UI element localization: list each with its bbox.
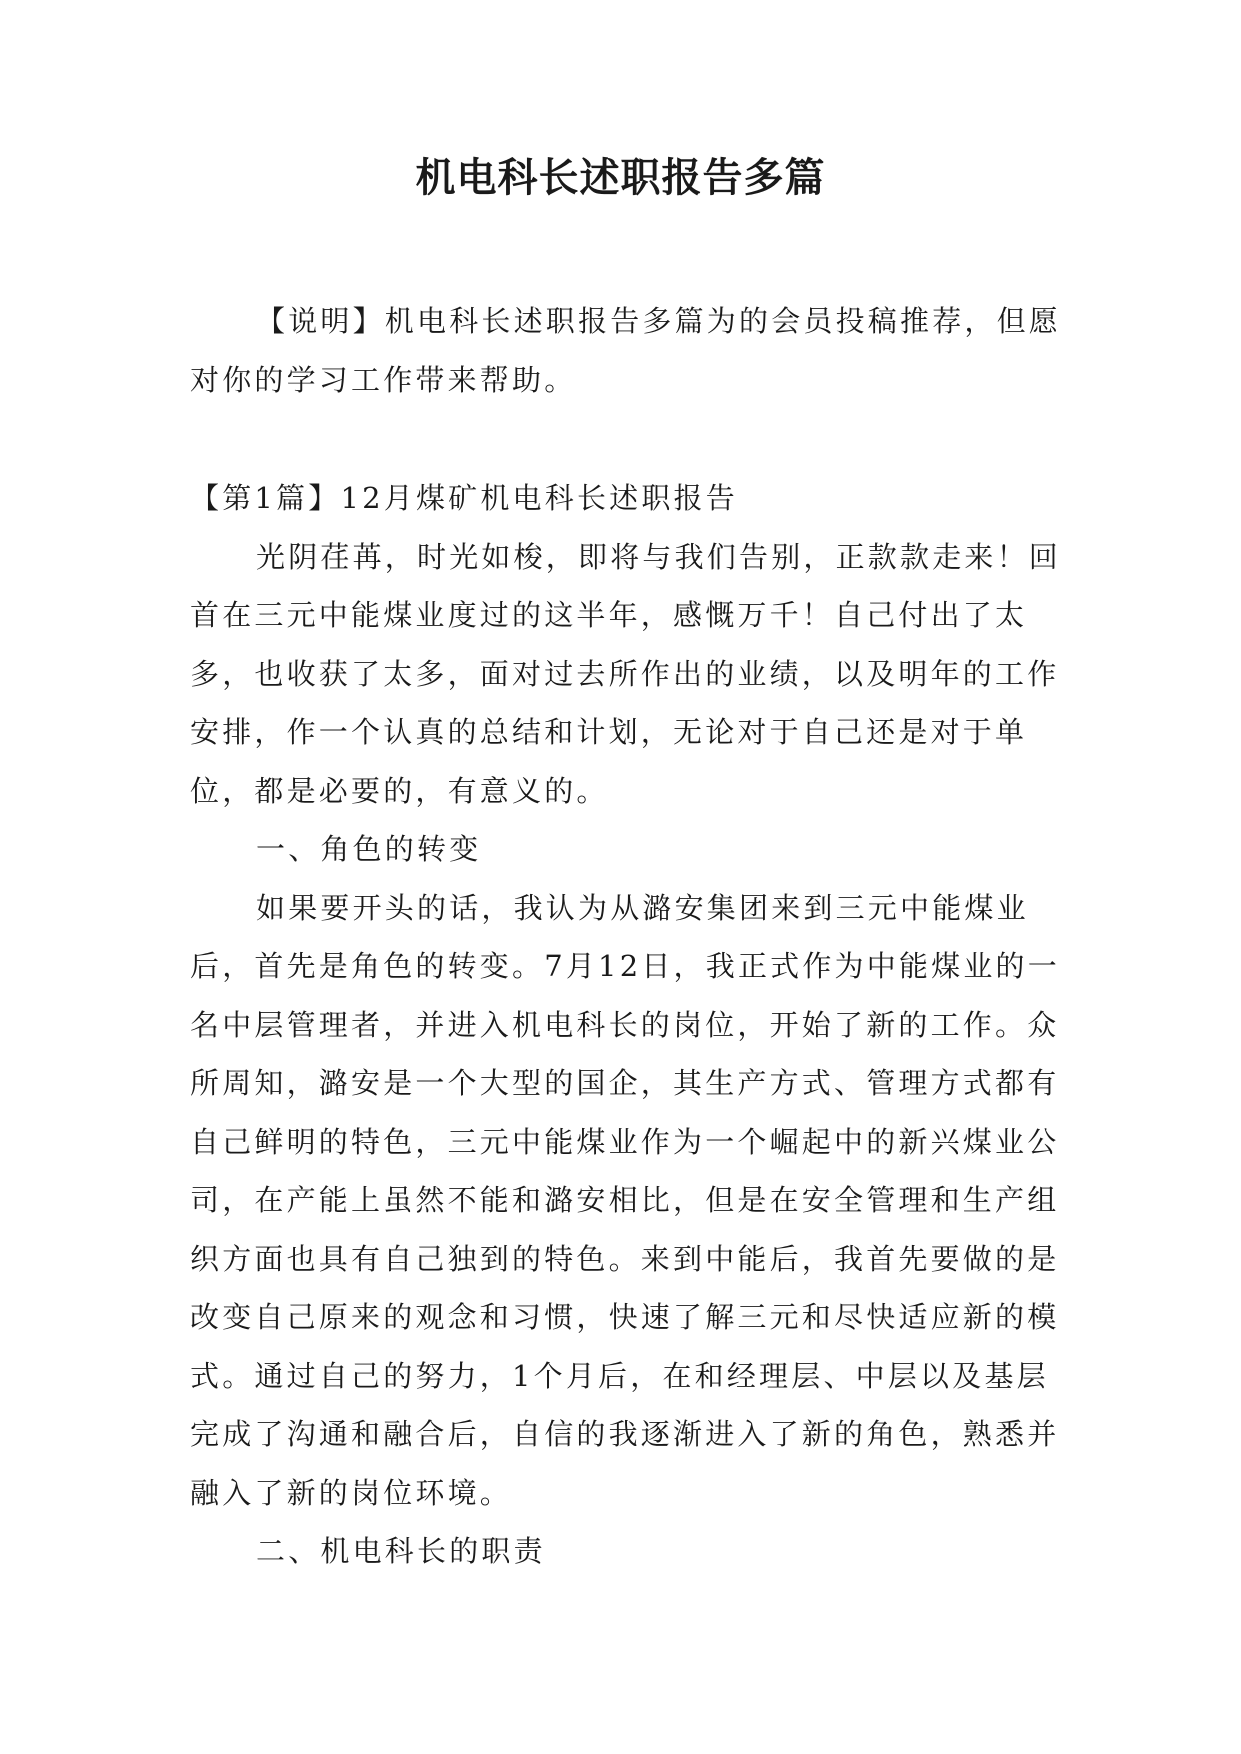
- section-heading-1: 一、角色的转变: [256, 832, 482, 866]
- chapter-heading: 【第1篇】12月煤矿机电科长述职报告: [190, 481, 738, 515]
- document-body: [190, 292, 1070, 1581]
- spacer: [190, 409, 1070, 469]
- note-paragraph: 【说明】机电科长述职报告多篇为的会员投稿推荐，但愿对你的学习工作带来帮助。: [190, 304, 1062, 397]
- document-title: 机电科长述职报告多篇: [415, 154, 826, 201]
- body-paragraph: 如果要开头的话，我认为从潞安集团来到三元中能煤业后，首先是角色的转变。7月12日，我正式作为中能煤业的一名中层管理者，并进入机电科长的岗位，开始了新的工作。众所周知，潞安是一个大型的国企，其生产方式、管理方式都有自己鲜明的特色，三元中能煤业作为一个崛起中的新兴煤业公司，在产能上虽然不能和潞安相比，但是在安全管理和生产组织方面也具有自己独到的特色。来到中能后，我首先要做的是改变自己原来的观念和习惯，快速了解三元和尽快适应新的模式。通过自己的努力，1个月后，在和经理层、中层以及基层完成了沟通和融合后，自信的我逐渐进入了新的角色，熟悉并融入了新的岗位环境。: [190, 890, 1060, 1510]
- section-heading-2: 二、机电科长的职责: [256, 1534, 546, 1568]
- body-paragraph: 光阴荏苒，时光如梭，即将与我们告别，正款款走来！回首在三元中能煤业度过的这半年，感慨万千！自己付出了太多，也收获了太多，面对过去所作出的业绩，以及明年的工作安排，作一个认真的总结和计划，无论对于自己还是对于单位，都是必要的，有意义的。: [190, 539, 1062, 808]
